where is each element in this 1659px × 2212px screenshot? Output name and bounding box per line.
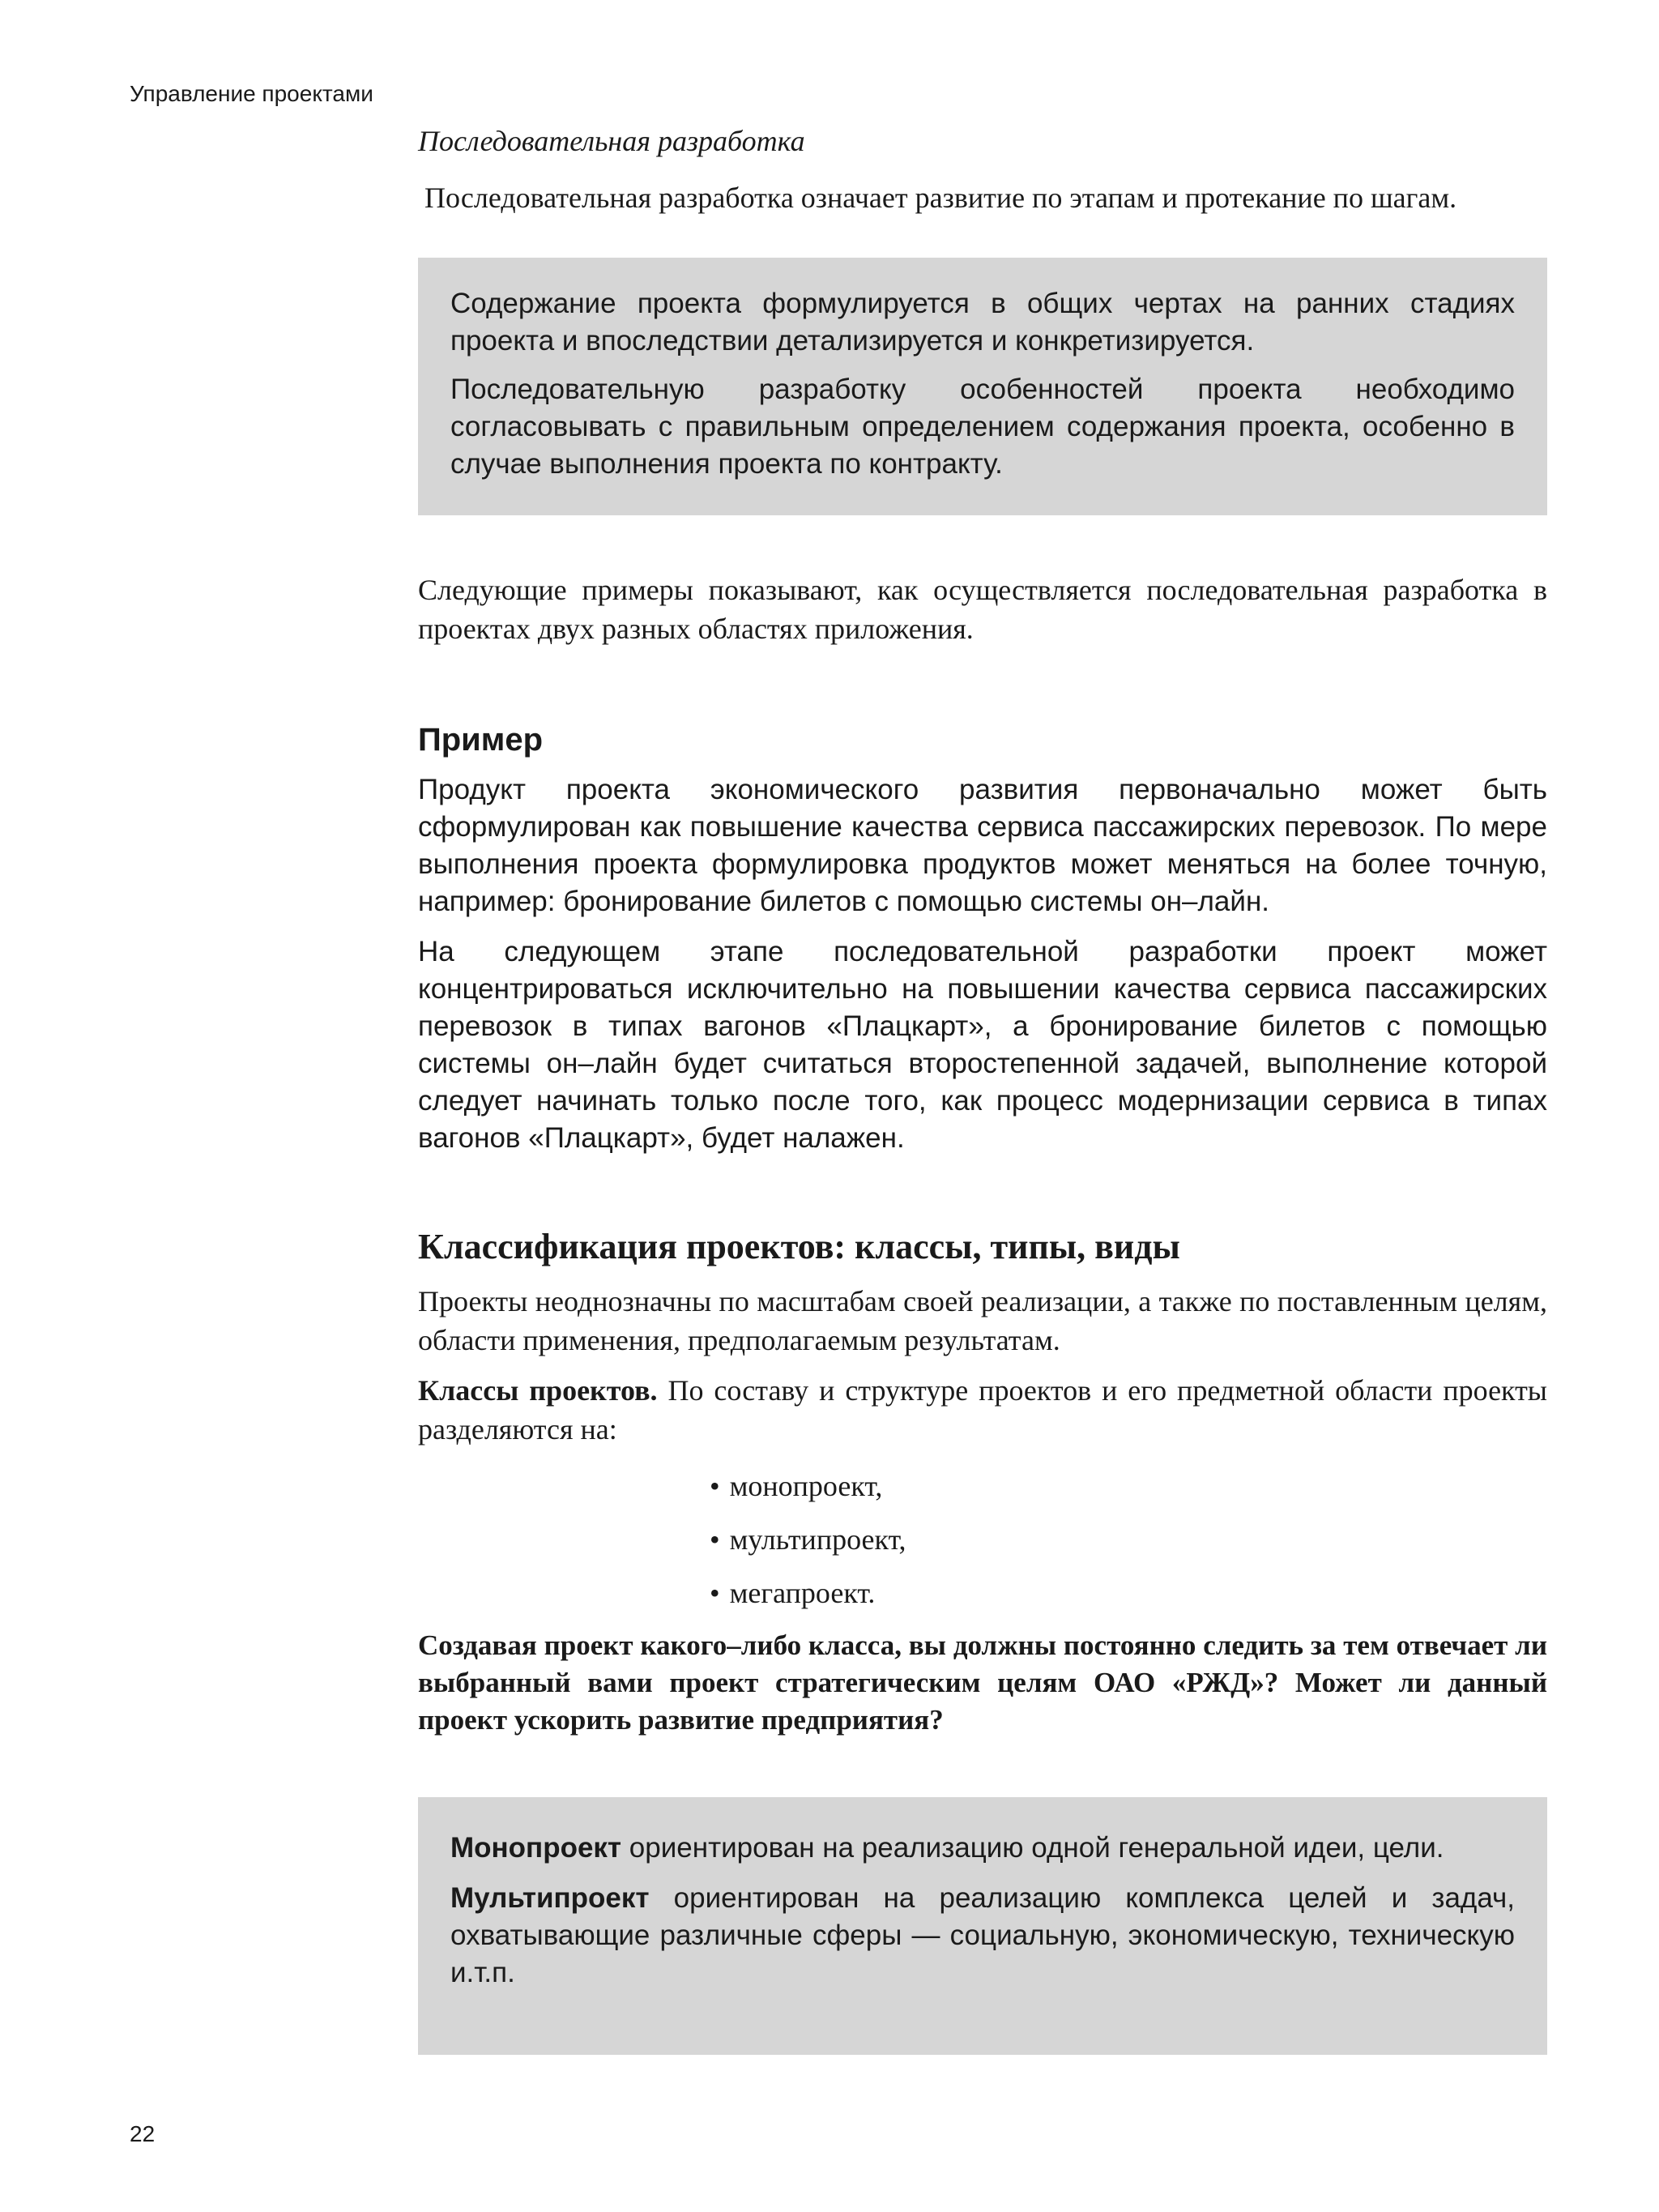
page-number: 22 — [130, 2121, 156, 2146]
project-types-box — [418, 1797, 1547, 2055]
multiproject-text: ориентирован на реализацию комплекса целей и задач, охватывающие различные сферы — социальную, экономическую, техническую и.т.п. — [450, 1882, 1515, 1988]
classes-paragraph — [418, 1371, 1547, 1449]
subsection-title: Последовательная разработка — [418, 125, 805, 157]
monoproject-text: ориентирован на реализацию одной генеральной идеи, цели. — [621, 1832, 1444, 1864]
bullet-icon: • — [710, 1577, 720, 1609]
example-paragraph-2: На следующем этапе последовательной разработки проект может концентрироваться исключительно на повышении качества сервиса пассажирских перевозок в типах вагонов «Плацкарт», а бронирование билетов с помощью системы он–лайн будет считаться второстепенной задачей, выполнение которой следует начинать только после того, как процесс модернизации сервиса в типах вагонов «Плацкарт», будет налажен. — [418, 936, 1547, 1154]
monoproject-term: Монопроект — [450, 1832, 622, 1864]
subsection-intro: Последовательная разработка означает развитие по этапам и протекание по шагам. — [424, 181, 1457, 214]
definition-paragraph-1: Содержание проекта формулируется в общих чертах на ранних стадиях проекта и впоследствии детализируется и конкретизируется. — [450, 288, 1515, 357]
example-heading: Пример — [418, 722, 544, 758]
classification-paragraph: Проекты неоднозначны по масштабам своей реализации, а также по поставленным целям, области применения, предполагаемым результатам. — [418, 1285, 1547, 1356]
list-item — [710, 1467, 1547, 1505]
running-header: Управление проектами — [130, 81, 373, 106]
example-body — [418, 771, 1547, 1157]
list-item-text: монопроект, — [729, 1470, 883, 1502]
example-paragraph-1: Продукт проекта экономического развития первоначально может быть сформулирован как повышение качества сервиса пассажирских перевозок. По мере выполнения проекта формулировка продуктов может меняться на более точную, например: бронирование билетов с помощью системы он–лайн. — [418, 774, 1547, 917]
monoproject-definition — [450, 1830, 1515, 1867]
classes-text: По составу и структуре проектов и его предметной области проекты разделяются на: — [418, 1374, 1547, 1445]
definition-paragraph-2: Последовательную разработку особенностей проекта необходимо согласовывать с правильным определением содержания проекта, особенно в случае выполнения проекта по контракту. — [450, 374, 1515, 480]
page-content — [418, 122, 1547, 2055]
classes-lead: Классы проектов. — [418, 1374, 658, 1407]
list-item — [710, 1520, 1547, 1559]
multiproject-definition — [450, 1880, 1515, 1992]
strategy-warning: Создавая проект какого–либо класса, вы должны постоянно следить за тем отвечает ли выбранный вами проект стратегическим целям ОАО «РЖД»? Может ли данный проект ускорить развитие предприятия? — [418, 1629, 1547, 1736]
bullet-icon: • — [710, 1523, 720, 1556]
definition-box — [418, 258, 1547, 515]
bullet-icon: • — [710, 1470, 720, 1502]
list-item — [710, 1574, 1547, 1612]
classification-heading: Классификация проектов: классы, типы, виды — [418, 1227, 1180, 1266]
multiproject-term: Мультипроект — [450, 1882, 650, 1914]
list-item-text: мультипроект, — [729, 1523, 906, 1556]
list-item-text: мегапроект. — [729, 1577, 876, 1609]
examples-intro-paragraph: Следующие примеры показывают, как осуществляется последовательная разработка в проектах двух разных областях приложения. — [418, 574, 1547, 645]
project-classes-list — [418, 1467, 1547, 1612]
